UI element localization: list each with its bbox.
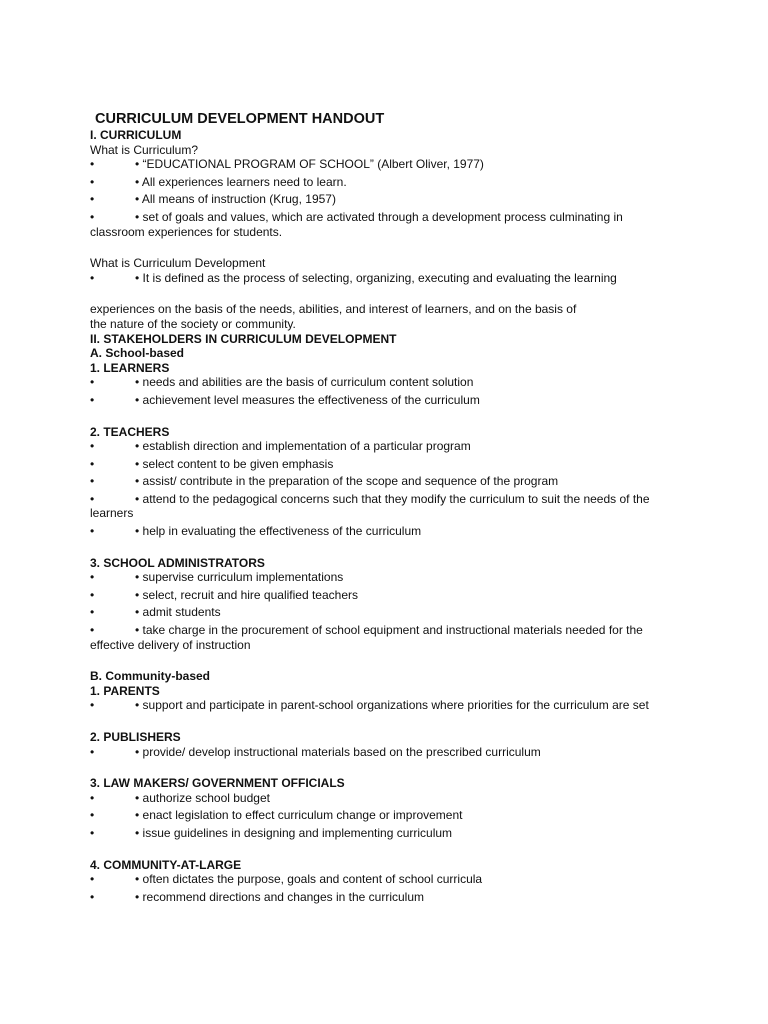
list-item-continuation: classroom experiences for students. <box>90 224 283 239</box>
subsection-heading-school-based: A. School-based <box>90 346 185 361</box>
list-item: • • recommend directions and changes in the curriculum <box>90 889 425 904</box>
handout-page <box>90 110 750 907</box>
heading-law-makers: 3. LAW MAKERS/ GOVERNMENT OFFICIALS <box>90 776 345 791</box>
list-item: • • attend to the pedagogical concerns such that they modify the curriculum to suit the needs of the <box>90 491 650 506</box>
list-item: • • It is defined as the process of selecting, organizing, executing and evaluating the learning <box>90 270 617 285</box>
list-item-continuation: effective delivery of instruction <box>90 637 251 652</box>
list-item: • • support and participate in parent-school organizations where priorities for the curriculum are set <box>90 698 649 713</box>
heading-publishers: 2. PUBLISHERS <box>90 730 181 744</box>
document-title: CURRICULUM DEVELOPMENT HANDOUT <box>95 111 385 127</box>
list-item-continuation: learners <box>90 506 134 521</box>
list-item: • • “EDUCATIONAL PROGRAM OF SCHOOL” (Albert Oliver, 1977) <box>90 157 484 172</box>
list-item: • • All means of instruction (Krug, 1957) <box>90 192 336 207</box>
list-item: • • often dictates the purpose, goals and content of school curricula <box>90 872 483 887</box>
list-item: • • help in evaluating the effectiveness of the curriculum <box>90 524 422 539</box>
subsection-heading-community-based: B. Community-based <box>90 669 211 684</box>
list-item: • • supervise curriculum implementations <box>90 570 344 585</box>
section-heading-curriculum: I. CURRICULUM <box>90 128 182 142</box>
heading-teachers: 2. TEACHERS <box>90 424 170 439</box>
heading-community-at-large: 4. COMMUNITY-AT-LARGE <box>90 857 242 872</box>
list-item: • • authorize school budget <box>90 790 270 805</box>
definition-continuation: the nature of the society or community. <box>90 316 296 331</box>
list-item: • • assist/ contribute in the preparation of the scope and sequence of the program <box>90 474 559 489</box>
list-item: • • provide/ develop instructional materials based on the prescribed curriculum <box>90 744 541 759</box>
list-item: • • take charge in the procurement of school equipment and instructional materials needed for the <box>90 623 643 638</box>
list-item: • • establish direction and implementation of a particular program <box>90 439 471 454</box>
question-what-is-curriculum-development: What is Curriculum Development <box>90 256 266 271</box>
heading-parents: 1. PARENTS <box>90 683 160 698</box>
heading-learners: 1. LEARNERS <box>90 360 170 375</box>
list-item: • • needs and abilities are the basis of curriculum content solution <box>90 375 474 390</box>
heading-school-administrators: 3. SCHOOL ADMINISTRATORS <box>90 555 265 570</box>
list-item: • • admit students <box>90 605 221 620</box>
list-item: • • All experiences learners need to learn. <box>90 174 347 189</box>
section-heading-stakeholders: II. STAKEHOLDERS IN CURRICULUM DEVELOPMENT <box>90 331 397 346</box>
list-item: • • set of goals and values, which are activated through a development process culminating in <box>90 209 623 224</box>
list-item: • • select content to be given emphasis <box>90 456 334 471</box>
definition-continuation: experiences on the basis of the needs, abilities, and interest of learners, and on the basis of <box>90 302 577 317</box>
list-item: • • enact legislation to effect curriculum change or improvement <box>90 808 463 823</box>
list-item: • • achievement level measures the effectiveness of the curriculum <box>90 392 480 407</box>
list-item: • • issue guidelines in designing and implementing curriculum <box>90 825 453 840</box>
list-item: • • select, recruit and hire qualified teachers <box>90 587 358 602</box>
question-what-is-curriculum: What is Curriculum? <box>90 142 199 157</box>
